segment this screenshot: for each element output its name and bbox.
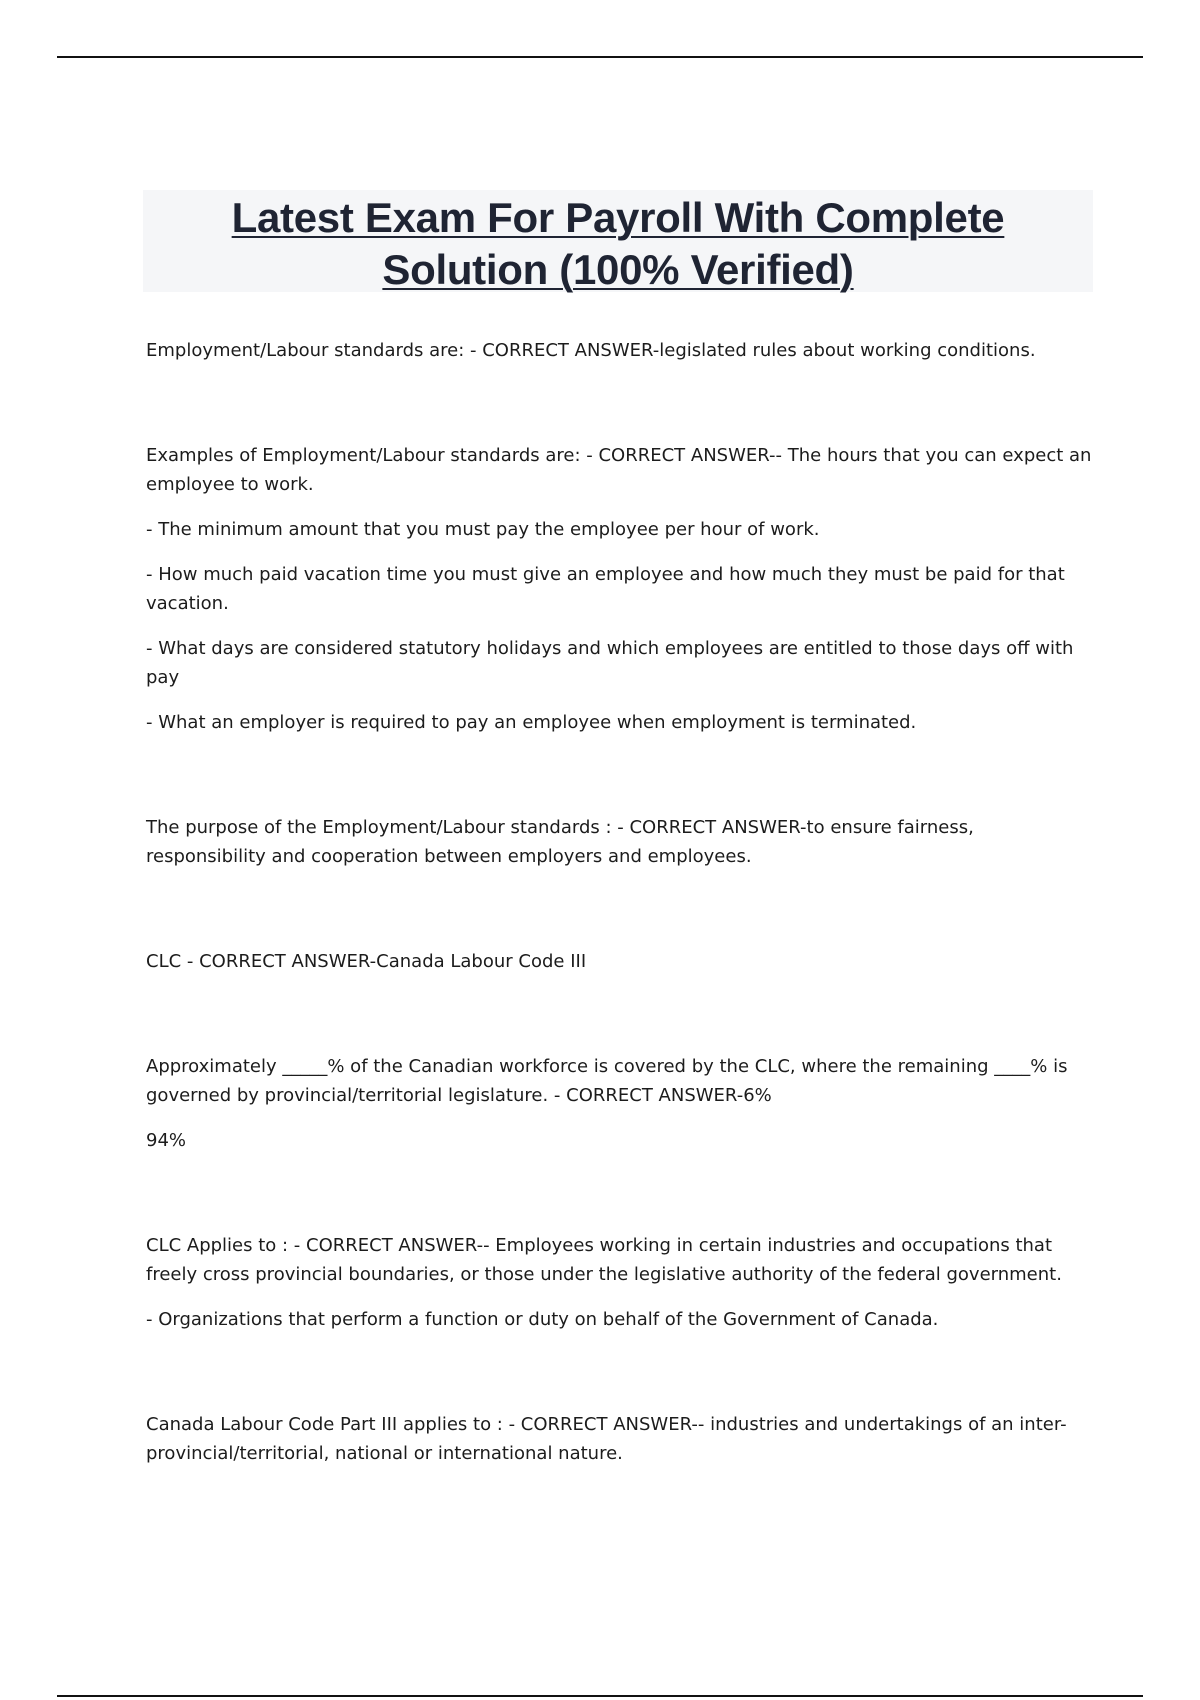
qa-paragraph: CLC - CORRECT ANSWER-Canada Labour Code III — [146, 951, 587, 972]
header-rule — [57, 56, 1143, 58]
qa-paragraph: - What an employer is required to pay an employee when employment is terminated. — [146, 712, 917, 733]
qa-paragraph: Employment/Labour standards are: - CORRECT ANSWER-legislated rules about working conditions. — [146, 340, 1036, 361]
qa-paragraph: - How much paid vacation time you must give an employee and how much they must be paid for that vacation. — [146, 564, 1065, 614]
document-body — [146, 336, 1096, 1544]
qa-item — [146, 1052, 1096, 1155]
qa-paragraph: 94% — [146, 1130, 187, 1151]
qa-paragraph: Canada Labour Code Part III applies to : - CORRECT ANSWER-- industries and undertakings of an inter-provincial/territorial, national or international nature. — [146, 1414, 1067, 1464]
document-title-line-1: Latest Exam For Payroll With Complete — [231, 194, 1005, 241]
qa-paragraph: - Organizations that perform a function or duty on behalf of the Government of Canada. — [146, 1309, 939, 1330]
qa-paragraph: CLC Applies to : - CORRECT ANSWER-- Employees working in certain industries and occupations that freely cross provincial boundaries, or those under the legislative authority of the federal government. — [146, 1235, 1062, 1285]
footer-rule — [57, 1695, 1143, 1697]
qa-item — [146, 947, 1096, 976]
qa-paragraph: The purpose of the Employment/Labour standards : - CORRECT ANSWER-to ensure fairness, responsibility and cooperation between employers and employees. — [146, 817, 974, 867]
document-title-line-2: Solution (100% Verified) — [382, 246, 854, 293]
title-banner — [143, 190, 1093, 292]
qa-paragraph: Approximately _____% of the Canadian workforce is covered by the CLC, where the remaining ____% is governed by provincial/territorial legislature. - CORRECT ANSWER-6% — [146, 1056, 1068, 1106]
qa-item — [146, 1231, 1096, 1334]
qa-item — [146, 336, 1096, 365]
qa-item — [146, 1410, 1096, 1468]
qa-paragraph: - What days are considered statutory holidays and which employees are entitled to those days off with pay — [146, 638, 1074, 688]
qa-item — [146, 441, 1096, 737]
qa-item — [146, 813, 1096, 871]
qa-paragraph: Examples of Employment/Labour standards are: - CORRECT ANSWER-- The hours that you can expect an employee to work. — [146, 445, 1092, 495]
qa-paragraph: - The minimum amount that you must pay the employee per hour of work. — [146, 519, 820, 540]
